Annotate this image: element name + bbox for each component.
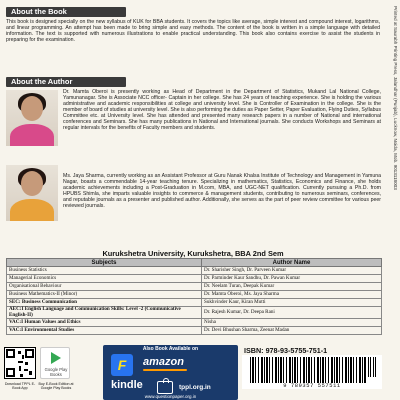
author-cell: Dr. Parminder Kaur Sandhu, Dr. Pawan Kumar bbox=[202, 275, 382, 283]
subjects-table-body bbox=[7, 267, 382, 335]
subject-cell: VAC:I Environmental Studies bbox=[7, 327, 202, 335]
author2-bio-text: Ms. Jaya Sharma, currently working as an Assistant Professor at Guru Nanak Khalsa Institute of Technology and Management in Yamuna Nagar, boasts a commendable 14-year teaching tenure. Specializing in mathematics, Statistics, Economics and Finance, she holds academic achievements including a Post-Graduation in M.com, MBA, and UGC-NET qualification. Currently pursuing a Ph.D. from HPUBS Shimla, she imparts valuable insights to commerce & management students, contributing to numerous seminars, conferences, and reputable journals as a presenter and published author. Additionally, she serves as the part of peer review committee for various peer reviewed journals. bbox=[63, 173, 381, 210]
university-title: Kurukshetra University, Kurukshetra, BBA 2nd Sem bbox=[102, 249, 284, 258]
barcode bbox=[242, 355, 382, 389]
amazon-logo[interactable]: amazon bbox=[143, 356, 184, 368]
kindle-logo[interactable]: kindle bbox=[111, 379, 143, 391]
author2-bio bbox=[63, 173, 381, 209]
subject-cell: AEC:I English Language and Communication Skills: Level -2 (Communicative English-II) bbox=[7, 307, 202, 319]
subjects-header: Subjects bbox=[7, 259, 202, 267]
author-cell: Dr. Neelam Turan, Deepak Kumar bbox=[202, 283, 382, 291]
subject-cell: Organisational Behaviour bbox=[7, 283, 202, 291]
table-row bbox=[7, 307, 382, 319]
google-play-books-label: Google Play Books bbox=[44, 367, 68, 377]
author-cell: Dr. Rajesh Kumar, Dr. Deepa Rani bbox=[202, 307, 382, 319]
author-header: Author Name bbox=[202, 259, 382, 267]
google-play-sub-label: Buy E-Book Edition at Google Play Books bbox=[38, 382, 74, 391]
barcode-bars bbox=[250, 357, 366, 383]
author-cell: Dr. Mamta Oberoi, Ms. Jaya Sharma bbox=[202, 291, 382, 299]
website-url[interactable]: www.questionpaper.org.in bbox=[144, 394, 197, 399]
price-barcode bbox=[368, 357, 378, 377]
author-photo-mamta-oberoi bbox=[6, 90, 58, 146]
table-row bbox=[7, 283, 382, 291]
isbn: ISBN: 978-93-5755-751-1 bbox=[244, 346, 328, 355]
play-icon bbox=[51, 352, 61, 364]
about-book-heading: About the Book bbox=[6, 7, 126, 17]
store-availability-panel bbox=[103, 345, 238, 400]
qr-label: Download TPPL E-Book App bbox=[4, 382, 36, 391]
author1-bio-text: Dr. Mamta Oberoi is presently working as Head of Department in the Department of Statistics, Mukand Lal National College, Yamunanagar. She is Associate NCC officer- Captain in her college. She has 24 years of teaching experience. She is holding the various administrative and academic responsibilities at college and university level. She is Controller of Examination in the college. She is the member of board of studies at university level. She is also performing the duties as Paper Setter, Paper Evaluation, Flying Duties, Syllabus Committee etc. at University level. She has attended and presented many research papers in a number of National and international conferences and Seminars. She has many publications in National and International journals. She conducts Workshops and Seminars at regular intervals for the benefits of Faculty members and students. bbox=[63, 89, 381, 132]
table-row bbox=[7, 275, 382, 283]
spine bbox=[386, 0, 400, 400]
table-row bbox=[7, 291, 382, 299]
author-photo-jaya-sharma bbox=[6, 165, 58, 221]
amazon-smile-icon bbox=[143, 369, 187, 371]
author1-bio bbox=[63, 89, 381, 149]
author-cell: Nisha bbox=[202, 319, 382, 327]
spine-printer-text: Printed at Saurabh Printing Press, Jalandhar (Punjab), Lucknow, Noida, Mob. 9013118003 bbox=[393, 6, 398, 190]
shopping-bag-icon bbox=[157, 381, 173, 394]
table-row bbox=[7, 319, 382, 327]
table-row bbox=[7, 267, 382, 275]
subject-cell: Business Statistics bbox=[7, 267, 202, 275]
author-cell: Sukhvinder Kaur, Kiran Mutti bbox=[202, 299, 382, 307]
subject-cell: VAC:I Human Values and Ethics bbox=[7, 319, 202, 327]
tppl-url[interactable]: tppl.org.in bbox=[179, 384, 211, 391]
subject-cell: Business Mathematics-II (Minor) bbox=[7, 291, 202, 299]
author-cell: Dr. Devi Bhushan Sharma, Zeenat Madan bbox=[202, 327, 382, 335]
qr-code[interactable] bbox=[4, 347, 36, 379]
subject-cell: Managerial Economics bbox=[7, 275, 202, 283]
about-author-heading: About the Author bbox=[6, 77, 126, 87]
about-book-text: This book is designed specially on the new syllabus of KUK for BBA students. It covers the topics like average, simple interest and compound interest, logarithms, and linear programming. An attempt has been made to bring simple and easy methods. The content of the book is written in a simple language with detailed information. The text is supported with numerous illustrations to enable practical understanding. This book also contains exercise to assist the students in preparing for the examination. bbox=[6, 19, 380, 44]
table-row bbox=[7, 327, 382, 335]
flipkart-logo[interactable]: F bbox=[111, 354, 133, 376]
subject-cell: SEC: Business Communication bbox=[7, 299, 202, 307]
barcode-number: 9 789357 557511 bbox=[283, 383, 341, 389]
also-available-text: Also Book Available on bbox=[142, 346, 199, 352]
google-play-books-badge[interactable] bbox=[40, 347, 70, 379]
footer bbox=[0, 345, 386, 400]
subjects-table bbox=[6, 258, 382, 335]
author-cell: Dr. Sharisher Singh, Dr. Parveen Kumar bbox=[202, 267, 382, 275]
